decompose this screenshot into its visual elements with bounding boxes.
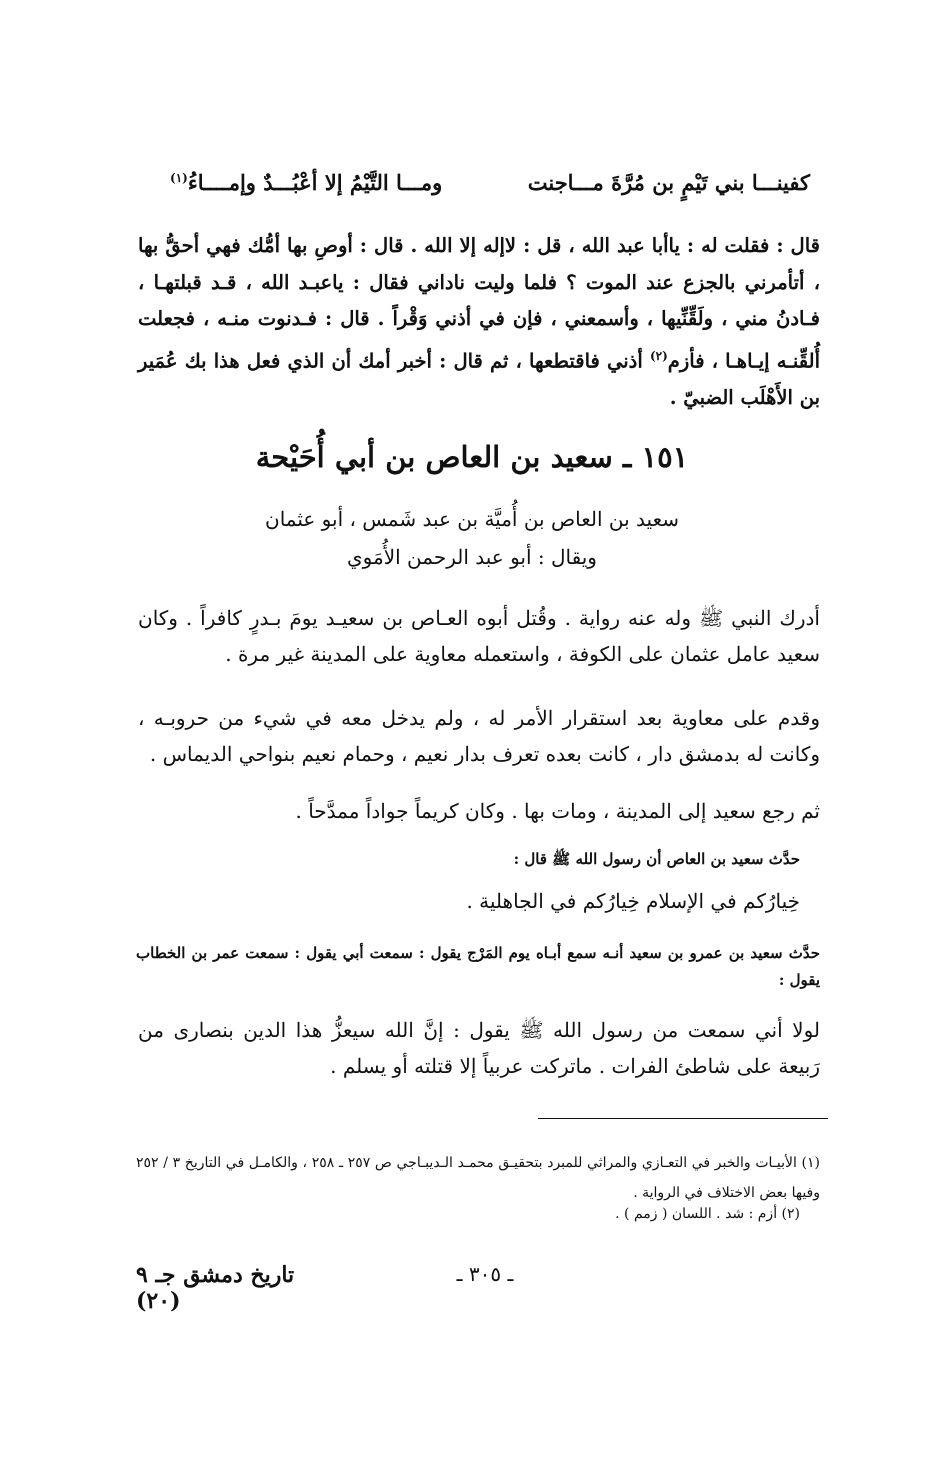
paragraph-narration-text-a: قال : فقلت له : ياأبا عبد الله ، قل : لاإله إلا الله . قال : أوصِ بها أمُّك فهي أحقُّ بها ، أتأمرني بالجزع عند الموت ؟ فلما وليت ناداني فقال : ياعبـد الله ، قـد قبلتهـا ، فـادنُ مني ، ولَقِّنِّيها ، وأسمعني ، فإن في أذني وَقْراً . قال : فـدنوت منـه ، فجعلت أُلقِّنـه إيـاهـا ، فأزم [138, 234, 821, 372]
footnote-marker-1: (١) [170, 171, 188, 185]
paragraph-narration [138, 228, 820, 416]
paragraph-biography-2: وقدم على معاوية بعد استقرار الأمر له ، ولم يدخل معه في شيء من حروبـه ، وكانت له بدمشق دار ، كانت بعده تعرف بدار نعيم ، وحمام نعيم بنواحي الديماس . [138, 706, 820, 766]
verse-hemistich-2-text: ومـــا التَّيْمُ إلا أعْبُـــدٌ وإمــــاءُ [187, 170, 443, 195]
hadith-1-isnad: حدَّث سعيد بن العاص أن رسول الله ﷺ قال : [513, 850, 800, 868]
paragraph-biography-1: أدرك النبي ﷺ وله عنه رواية . وقُتل أبوه العـاص بن سعيـد يومَ بـدرٍ كافراً . وكان سعيد عامل عثمان على الكوفة ، واستعمله معاوية على المدينة غير مرة . [138, 606, 820, 666]
hadith-1-text: خِيارُكم في الإسلام خِيارُكم في الجاهلية . [466, 889, 800, 913]
biography-heading: ١٥١ ـ سعيد بن العاص بن أبي أُحَيْحة [255, 440, 689, 474]
footnote-separator [538, 1118, 828, 1119]
verse-hemistich-1: كفينـــا بني تَيْمٍ بن مُرَّةَ مـــاجنت [527, 170, 810, 195]
footnote-1: (١) الأبيـات والخبر في التعـازي والمراثي للمبرد بتحقيـق محمـد الـديبـاجي ص ٢٥٧ ـ ٢٥٨ ، والكامـل في التاريخ ٣ / ٢٥٢ وفيها بعض الاختلاف في الرواية . [136, 1155, 820, 1201]
verse-hemistich-2 [170, 170, 442, 195]
footnote-marker-2: (٢) [649, 348, 668, 363]
hadith-2-text: لولا أني سمعت من رسول الله ﷺ يقول : إنَّ الله سيعزُّ هذا الدين بنصارى من رَبيعة على شاطئ الفرات . ماتركت عربياً إلا قتلته أو يسلم . [138, 1018, 820, 1078]
page-number: ـ ٣٠٥ ـ [456, 1262, 514, 1286]
running-footer-title: تاريخ دمشق جـ ٩ (٢٠) [136, 1262, 295, 1314]
poem-verse [150, 170, 810, 210]
paragraph-narration-text-b: أذني فاقتطعها ، ثم قال : أخبر أمك أن الذي فعل هذا بك عُمَير بن الأَهْلَب الضبيّ . [138, 349, 820, 409]
biography-name-line-1: سعيد بن العاص بن أُميَّة بن عبد شَمس ، أبو عثمان [265, 507, 679, 531]
biography-full-name [0, 500, 944, 576]
paragraph-biography-3: ثم رجع سعيد إلى المدينة ، ومات بها . وكان كريماً جواداً ممدَّحاً . [295, 799, 820, 823]
biography-name-line-2: ويقال : أبو عبد الرحمن الأُمَوي [347, 545, 597, 569]
hadith-2-isnad: حدَّث سعيد بن عمرو بن سعيد أنـه سمع أبـاه يوم المَرْج يقول : سمعت أبي يقول : سمعت عمر بن الخطاب يقول : [136, 944, 820, 989]
footnote-2: (٢) أزم : شد . اللسان ( زمم ) . [615, 1206, 800, 1222]
